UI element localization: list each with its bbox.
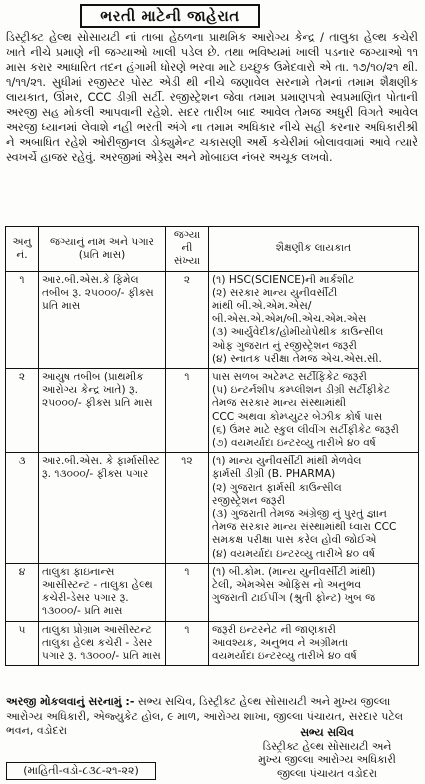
qualification-line: પાસ સળબ અટેમ્પ્ટ સર્ટીફિકેટ જરૂરી (212, 371, 367, 384)
qualification-line: (૩) ગુજરાતી તેમજ અંગ્રેજી નું પુરતું જ્ઞાન (212, 508, 387, 521)
qualification-line: (૫) ઇન્ટર્નશીપ કમ્પ્લીશન ડીગ્રી સર્ટીફીકેટ (212, 384, 391, 397)
header-qualification: શૈક્ષણીક લાયકાત (209, 227, 419, 272)
row-serial-no: ૩ (6, 453, 39, 564)
table-row (6, 453, 419, 564)
qualification-line: જરૂરી ઇન્ટરનેટ ની જાણકારી (212, 623, 336, 636)
row-qualification (209, 563, 419, 621)
signature-block (232, 726, 422, 780)
qualification-line: વયમર્યાદા ઇન્ટરવ્યુ તારીખે ૪૦ વર્ષ (212, 650, 357, 663)
row-serial-no: ૫ (6, 621, 39, 666)
qualification-line: (૧) માન્ય યુનીવર્સીટી માંથી મેળવેલ (212, 455, 362, 468)
address-label: અરજી મોકલવાનું સરનામું :- (6, 695, 135, 708)
row-post-count: ૧૨ (166, 453, 209, 564)
row-qualification (209, 621, 419, 666)
signature-title: સભ્ય સચિવ (300, 726, 354, 739)
qualification-line: (૩) આર્યુવેદીક/હોમીયોપેથીક કાઉન્સીલ (212, 326, 384, 339)
reference-number: (માહિતી-વડો-૮૩૮-૨૧-૨૨) (6, 762, 156, 780)
signature-line-2: મુખ્ય જીલ્લા આરોગ્ય અધિકારી (258, 753, 396, 766)
row-post-count: ૨ (166, 271, 209, 368)
row-qualification (209, 453, 419, 564)
qualification-line: ગુજરાતી ટાઈપીંગ (શ્રુતી ફોન્ટ) ખુબ જ (212, 592, 376, 605)
qualification-line: સમકક્ષ પરીક્ષા પાસ કરેલ હોવી જોઈએ (212, 534, 377, 547)
table-row (6, 621, 419, 666)
qualification-line: CCC અથવા કોમ્પ્યુટર બેઝીક કોર્ષ પાસ (212, 410, 383, 423)
signature-line-3: જીલ્લા પંચાયત વડોદરા (277, 766, 377, 780)
qualification-line: (૧) બી.કોમ. (માન્ય યુનીવર્સીટી માંથી) (212, 565, 376, 578)
qualification-line: ટેલી, એમએસ ઓફિસ નો અનુભવ (212, 579, 362, 592)
row-serial-no: ૪ (6, 563, 39, 621)
row-post-name: તાલુકા પ્રોગ્રામ આસીસ્ટન્ટ તાલુકા હેલ્થ કચેરી - ડેસર પગાર રૂ. ૧૩૦૦૦/- પ્રતિ માસ (39, 621, 166, 666)
qualification-line: તેમજ સરકાર માન્ય સંસ્થામાંથી (212, 397, 347, 410)
qualification-line: (૨) સરકાર માન્ય યુનીવર્સીટી (212, 286, 338, 299)
header-post-name: જગ્યાનું નામ અને પગાર (પ્રતિ માસ) (39, 227, 166, 272)
qualification-line: તેમજ સરકાર માન્ય સંસ્થામાંથી ધ્વારા CCC (212, 521, 397, 534)
row-post-count: ૧ (166, 621, 209, 666)
notice-title: ભરતી માટેની જાહેરાત (80, 4, 260, 28)
row-qualification (209, 369, 419, 453)
header-serial-no: અનુ નં. (6, 227, 39, 272)
qualification-line: (૪) વયમર્યાદા ઇન્ટરવ્યુ તારીખે ૪૦ વર્ષ (212, 547, 376, 560)
qualification-line: ફાર્મસી ડીગ્રી (B. PHARMA) (212, 468, 336, 481)
table-header-row (6, 227, 419, 272)
address-text: સભ્ય સચિવ, ડિસ્ટ્રીક્ટ હેલ્થ સોસાયટી અને મુખ્ય જીલ્લા આરોગ્ય અધિકારી, એજ્યુકેટ હોલ, ૯ માળ, આરોગ્ય શાખા, જીલ્લા પંચાયત, સરદાર પટેલ ભવન, વડોદરા (6, 695, 404, 737)
qualification-line: (૧) HSC(SCIENCE)ની માર્કશીટ (212, 273, 355, 286)
row-post-name: આર.બી.એસ. કે ફાર્માસીસ્ટ રૂ. ૧૩૦૦૦/- ફીક્સ પગાર (39, 453, 166, 564)
qualification-line: રજીસ્ટ્રેશન જરૂરી (212, 494, 286, 507)
qualification-line: (૨) ગુજરાત ફાર્મસી કાઉન્સીલ (212, 481, 342, 494)
row-post-count: ૧ (166, 563, 209, 621)
qualification-line: માંથી બી.એ.એમ.એસ/ (212, 300, 312, 313)
notice-intro: ડિસ્ટ્રીક્ટ હેલ્થ સોસાયટી નાં તાબા હેઠળના પ્રાથમિક આરોગ્ય કેન્દ્ર / તાલુકા હેલ્થ કચેરી ખાતે નીચે પ્રમાણે ની જગ્યાઓ ખાલી પડેલ છે. તથા ભવિષ્યમાં ખાલી પડનાર જગ્યાઓ ૧૧ માસ કરાર આધારિત તદન હંગામી ધોરણે ભરવા માટે ઇચ્છુક ઉમેદવારો એ તા. ૧૭/૧૦/૨૧ થી. ૧/૧૧/૨૧. સુધીમાં રજીસ્ટર પોસ્ટ એડી થી નીચે જણાવેલ સરનામે તેમનાં તમામ શૈક્ષણીક લાયકાત, ઊંમર, CCC ડીગ્રી સર્ટી. રજીસ્ટ્રેશન જેવા તમામ પ્રમાણપત્રો સ્વપ્રમાણિત પોતાની અરજી સહ મોકલી આપવાની રહેશે. સદર તારીખ બાદ આવેલ તેમજ અધુરી વિગતે આવેલ અરજી ધ્યાનમાં લેવાશે નહી ભરતી અંગે ના તમામ અધિકાર નીચે સહી કરનાર અધિકારીશ્રી ને અબાધિત રહેશે ઓરીજીનલ ડોક્યુમેન્ટ ચકાસણી અર્થે કચેરીમાં બોલાવવામાં આવે ત્યારે સ્વખર્ચે હાજર રહેવું. અરજીમાં એડ્રેસ અને મોબાઇલ નંબર અચૂક લખવો. (6, 31, 418, 164)
qualification-line: (૪) સ્નાતક પરીક્ષા તેમજ એચ.એસ.સી. (212, 352, 382, 365)
table-row (6, 271, 419, 368)
qualification-line: બી.એસ.એ.એમ/બી.એચ.એમ.એસ (212, 313, 367, 326)
row-post-name: આયુષ તબીબ (પ્રાથમીક આરોગ્ય કેન્દ્ર ખાતે) રૂ. ૨૫૦૦૦/- ફીક્સ પ્રતિ માસ (39, 369, 166, 453)
row-post-name: આર.બી.એસ.કે ફિમેલ તબીબ રૂ. ૨૫૦૦૦/- ફીક્સ પ્રતિ માસ (39, 271, 166, 368)
vacancy-table (5, 226, 419, 666)
table-row (6, 563, 419, 621)
qualification-line: આવશ્યક, અનુભવ ને અગ્રીમતા (212, 636, 348, 649)
header-post-count: જગ્યા ની સંખ્યા (166, 227, 209, 272)
row-post-count: ૧ (166, 369, 209, 453)
qualification-line: (૬) ઉંમર માટે સ્કુલ લીવીંગ સર્ટીફીકેટ જરૂરી (212, 423, 399, 436)
table-row (6, 369, 419, 453)
row-post-name: તાલુકા ફાઇનાન્સ આસીસ્ટન્ટ - તાલુકા હેલ્થ કચેરી-ડેસર પગાર રૂ. ૧૩૦૦૦/- પ્રતિ માસ (39, 563, 166, 621)
signature-line-1: ડિસ્ટ્રીક્ટ હેલ્થ સોસાયટી અને (262, 739, 392, 753)
row-serial-no: ૨ (6, 369, 39, 453)
qualification-line: (૭) વયમર્યાદા ઇન્ટરવ્યુ તારીખે ૪૦ વર્ષ (212, 437, 376, 450)
row-serial-no: ૧ (6, 271, 39, 368)
row-qualification (209, 271, 419, 368)
qualification-line: ઓફ ગુજરાત નું રજીસ્ટ્રેશન જરૂરી (212, 339, 357, 352)
